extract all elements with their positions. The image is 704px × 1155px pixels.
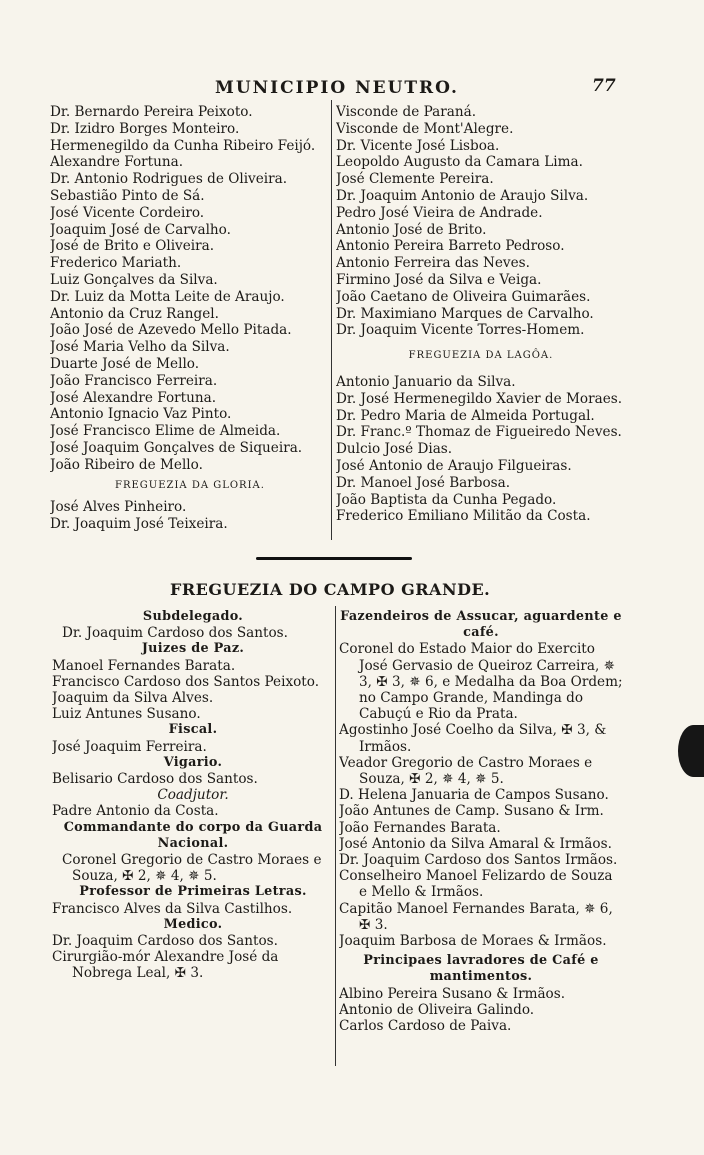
list-item: João Antunes de Camp. Susano & Irm. <box>339 803 604 820</box>
list-item: Visconde de Mont'Alegre. <box>336 120 514 137</box>
list-item: Dr. Antonio Rodrigues de Oliveira. <box>50 171 288 188</box>
list-item: D. Helena Januaria de Campos Susano. <box>339 787 609 804</box>
list-item: Antonio de Oliveira Galindo. <box>339 1001 535 1018</box>
list-item: Dr. Bernardo Pereira Peixoto. <box>50 104 253 120</box>
list-item: Hermenegildo da Cunha Ribeiro Feijó. <box>50 137 316 154</box>
list-item: José Joaquim Gonçalves de Siqueira. <box>50 439 303 456</box>
list-item: Antonio Ignacio Vaz Pinto. <box>50 406 232 423</box>
column-rule-top <box>331 100 332 540</box>
list-item: Francisco Alves da Silva Castilhos. <box>52 900 293 917</box>
list-item: Dr. Franc.º Thomaz de Figueiredo Neves. <box>336 424 622 441</box>
medico-heading: Medico. <box>163 916 223 932</box>
list-item: Dulcio José Dias. <box>336 441 453 458</box>
list-item: Dr. Pedro Maria de Almeida Portugal. <box>336 407 595 424</box>
section-separator <box>256 557 412 560</box>
fiscal-heading: Fiscal. <box>168 722 218 738</box>
professor-heading: Professor de Primeiras Letras. <box>79 884 307 900</box>
top-right-column <box>336 104 626 525</box>
list-item: Visconde de Paraná. <box>336 104 477 120</box>
list-item: Duarte José de Mello. <box>50 355 200 372</box>
bottom-right-column <box>339 609 623 1034</box>
top-left-column <box>50 104 330 533</box>
list-item: Antonio José de Brito. <box>336 221 487 238</box>
page-number: 77 <box>592 76 616 96</box>
juizes-heading: Juizes de Paz. <box>141 641 245 657</box>
list-item: José Maria Velho da Silva. <box>50 339 230 356</box>
list-item: Padre Antonio da Costa. <box>52 803 219 820</box>
list-item: João Francisco Ferreira. <box>50 372 218 389</box>
list-item: Antonio Pereira Barreto Pedroso. <box>336 238 565 255</box>
lavradores-heading: Principaes lavradores de Café e mantimentos. <box>363 953 599 985</box>
list-item: José Alexandre Fortuna. <box>50 389 217 406</box>
list-item: Dr. Joaquim Cardoso dos Santos Irmãos. <box>339 852 618 869</box>
list-item: Dr. Vicente José Lisboa. <box>336 137 500 154</box>
list-item: João Ribeiro de Mello. <box>50 456 203 473</box>
list-item: José Vicente Cordeiro. <box>50 204 205 221</box>
list-item: Dr. Joaquim Cardoso dos Santos. <box>62 625 288 642</box>
list-item: Frederico Mariath. <box>50 255 182 272</box>
list-item: Manoel Fernandes Barata. <box>52 657 236 674</box>
list-item: Dr. Luiz da Motta Leite de Araujo. <box>50 288 285 305</box>
list-item: Dr. Joaquim José Teixeira. <box>50 516 228 533</box>
list-item: Joaquim José de Carvalho. <box>50 221 231 238</box>
list-item: José de Brito e Oliveira. <box>50 238 215 255</box>
list-item: Coronel do Estado Maior do Exercito José Gervasio de Queiroz Carreira, ✵ 3, ✠ 3, ✵ 6, e Medalha da Boa Ordem; no Campo Grande, Mandinga do Cabuçú e Rio da Prata. <box>339 641 623 723</box>
list-item: João José de Azevedo Mello Pitada. <box>50 322 292 339</box>
list-item: João Fernandes Barata. <box>339 819 501 836</box>
list-item: Leopoldo Augusto da Camara Lima. <box>336 154 583 171</box>
section-heading-gloria: FREGUEZIA DA GLORIA. <box>115 479 265 491</box>
list-item: Antonio Januario da Silva. <box>336 373 516 390</box>
commandante-heading: Commandante do corpo da Guarda Nacional. <box>63 819 323 851</box>
list-item: Antonio Ferreira das Neves. <box>336 255 530 272</box>
list-item: Dr. Joaquim Cardoso dos Santos. <box>52 933 278 950</box>
running-head: MUNICIPIO NEUTRO. <box>215 78 459 98</box>
list-item: Joaquim Barbosa de Moraes & Irmãos. <box>339 933 607 950</box>
list-item: Dr. Joaquim Vicente Torres-Homem. <box>336 322 585 339</box>
list-item: Carlos Cardoso de Paiva. <box>339 1018 512 1035</box>
bottom-left-column <box>52 609 334 982</box>
list-item: Dr. José Hermenegildo Xavier de Moraes. <box>336 390 623 407</box>
list-item: Pedro José Vieira de Andrade. <box>336 204 543 221</box>
column-rule-bottom <box>335 606 336 1066</box>
list-item: Coronel Gregorio de Castro Moraes e Souza, ✠ 2, ✵ 4, ✵ 5. <box>62 852 322 885</box>
list-item: Conselheiro Manoel Felizardo de Souza e Mello & Irmãos. <box>339 868 613 901</box>
list-item: José Antonio da Silva Amaral & Irmãos. <box>339 835 612 852</box>
list-item: José Antonio de Araujo Filgueiras. <box>336 457 572 474</box>
list-item: Agostinho José Coelho da Silva, ✠ 3, & Irmãos. <box>339 722 607 755</box>
list-item: Dr. Izidro Borges Monteiro. <box>50 120 240 137</box>
list-item: José Clemente Pereira. <box>336 171 494 188</box>
list-item: Veador Gregorio de Castro Moraes e Souza, ✠ 2, ✵ 4, ✵ 5. <box>339 754 593 788</box>
list-item: José Joaquim Ferreira. <box>52 738 207 755</box>
list-item: João Caetano de Oliveira Guimarães. <box>336 288 591 305</box>
list-item: Sebastião Pinto de Sá. <box>50 187 205 204</box>
list-item: Dr. Joaquim Antonio de Araujo Silva. <box>336 187 589 204</box>
section-heading-lagoa: FREGUEZIA DA LAGÔA. <box>408 350 554 362</box>
fazendeiros-heading: Fazendeiros de Assucar, aguardente e café. <box>340 609 622 641</box>
list-item: Alexandre Fortuna. <box>50 154 184 171</box>
list-item: Belisario Cardoso dos Santos. <box>52 771 258 788</box>
list-item: João Baptista da Cunha Pegado. <box>336 491 557 508</box>
list-item: Albino Pereira Susano & Irmãos. <box>339 985 566 1002</box>
vigario-heading: Vigario. <box>163 754 223 770</box>
list-item: Dr. Maximiano Marques de Carvalho. <box>336 305 594 322</box>
ink-blot <box>678 725 704 777</box>
list-item: Joaquim da Silva Alves. <box>52 690 214 707</box>
list-item: Capitão Manoel Fernandes Barata, ✵ 6, ✠ 3. <box>339 900 613 933</box>
coadjutor-heading: Coadjutor. <box>157 787 229 804</box>
list-item: Firmino José da Silva e Veiga. <box>336 271 542 288</box>
subdelegado-heading: Subdelegado. <box>142 609 244 624</box>
section-title: FREGUEZIA DO CAMPO GRANDE. <box>170 580 491 599</box>
list-item: Cirurgião-mór Alexandre José da Nobrega Leal, ✠ 3. <box>52 949 279 982</box>
list-item: Dr. Manoel José Barbosa. <box>336 474 511 491</box>
list-item: José Alves Pinheiro. <box>50 499 187 516</box>
list-item: Luiz Gonçalves da Silva. <box>50 271 218 288</box>
list-item: Frederico Emiliano Militão da Costa. <box>336 508 591 525</box>
list-item: José Francisco Elime de Almeida. <box>50 423 281 440</box>
list-item: Luiz Antunes Susano. <box>52 706 201 723</box>
list-item: Francisco Cardoso dos Santos Peixoto. <box>52 673 320 690</box>
list-item: Antonio da Cruz Rangel. <box>50 305 219 322</box>
